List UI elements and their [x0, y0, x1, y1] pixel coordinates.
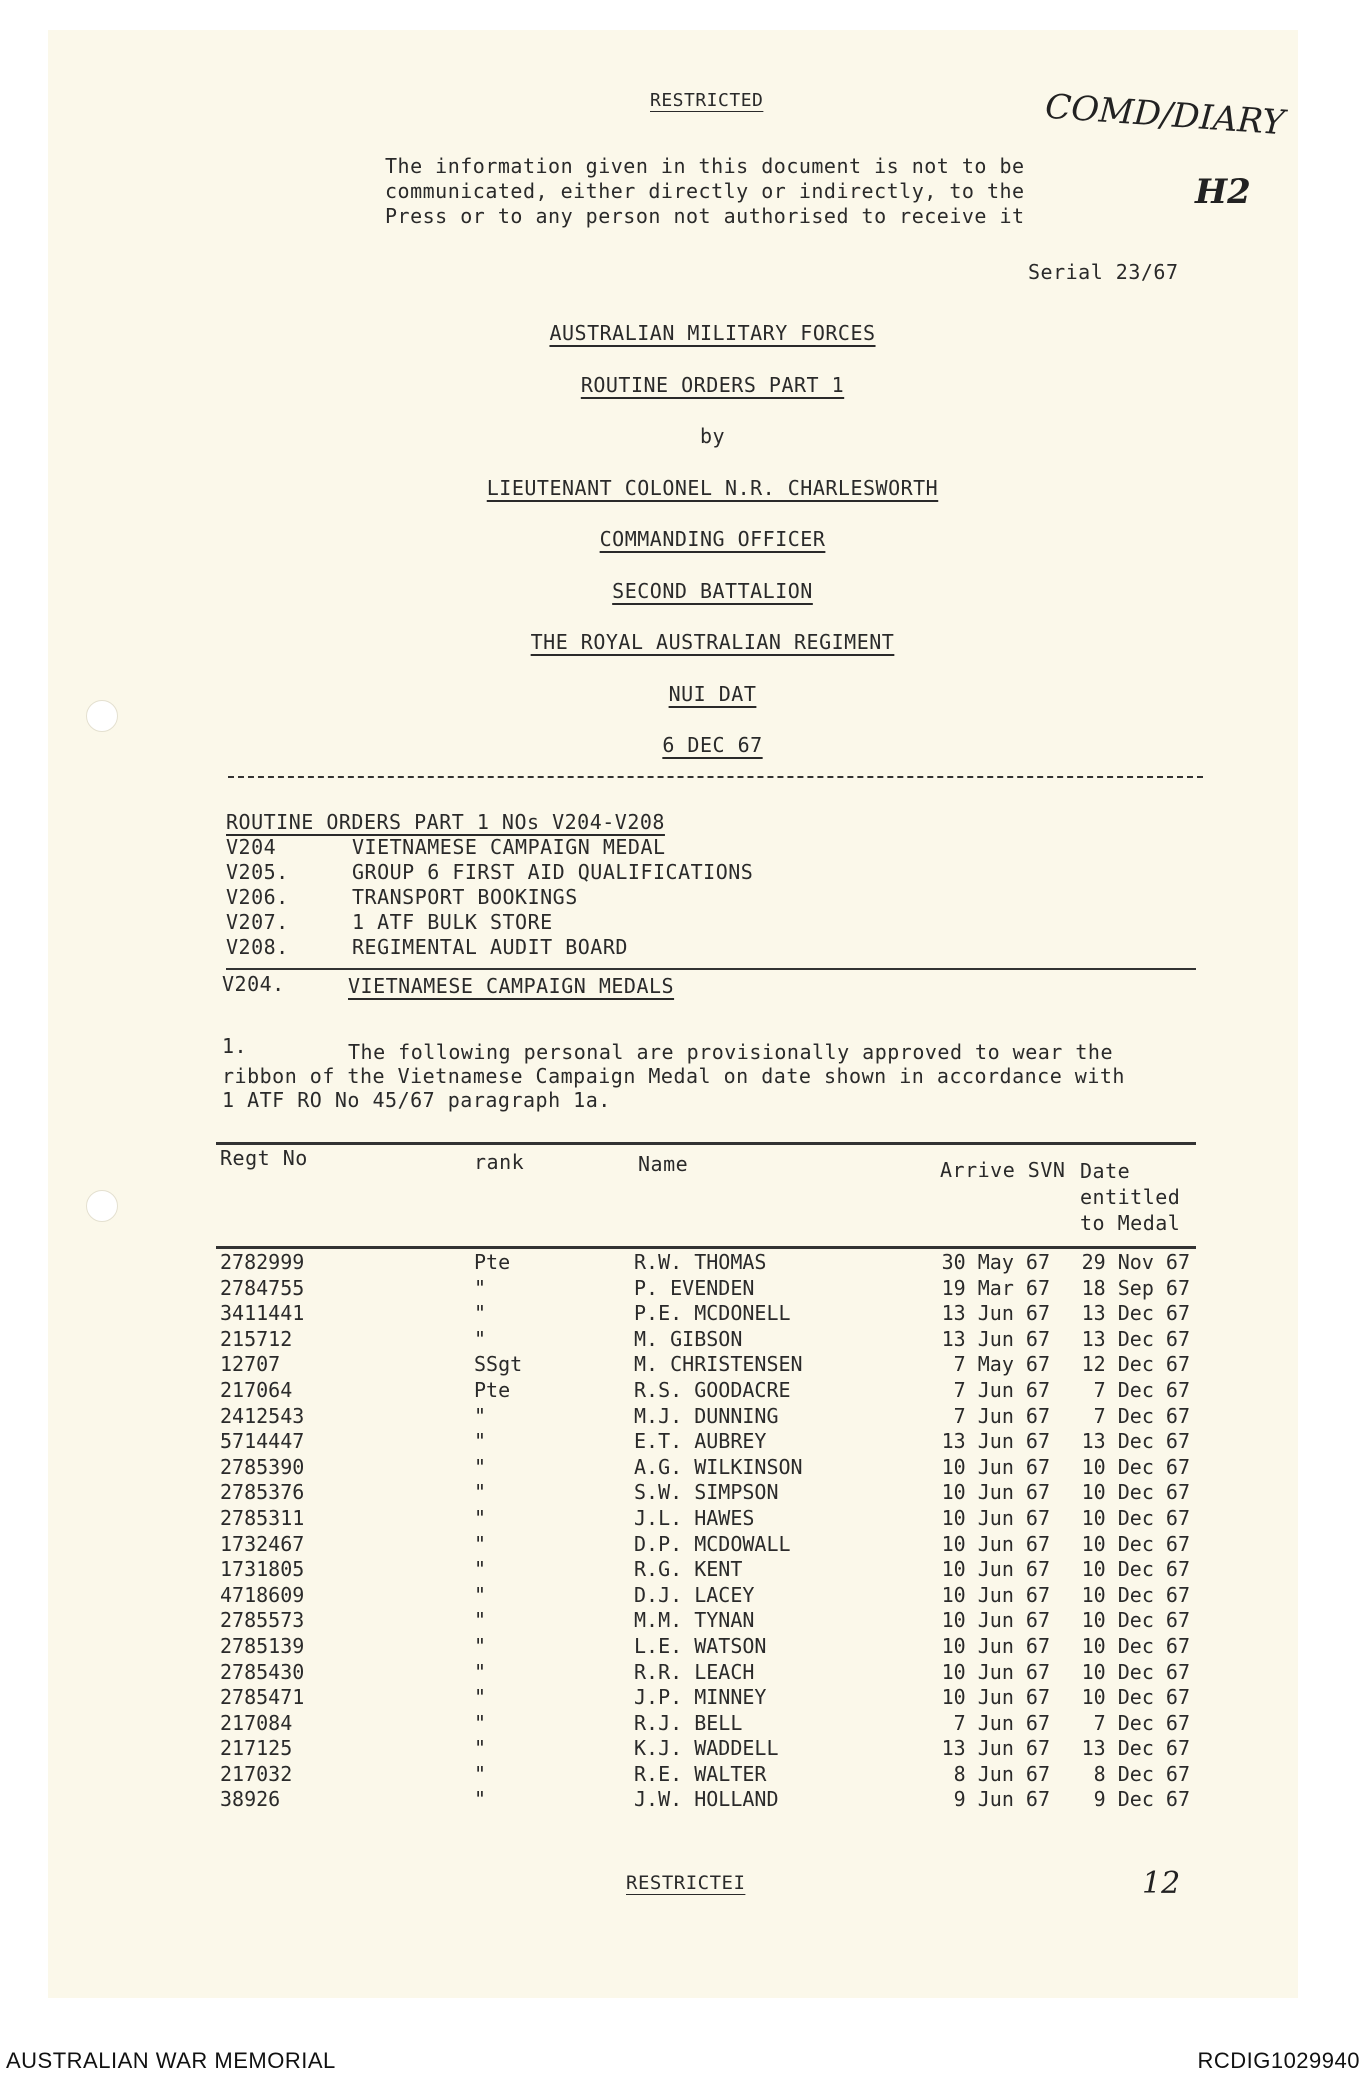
cell-date-entitled: 13 Dec 67 [1081, 1736, 1190, 1761]
cell-date-entitled: 10 Dec 67 [1081, 1685, 1190, 1710]
cell-rank: Pte [474, 1377, 511, 1402]
cell-arrive-svn: 9 Jun 67 [953, 1787, 1050, 1812]
table-row [220, 1455, 1190, 1481]
cell-arrive-svn: 13 Jun 67 [941, 1429, 1050, 1454]
cell-date-entitled: 18 Sep 67 [1081, 1275, 1190, 1300]
cell-arrive-svn: 7 Jun 67 [953, 1403, 1050, 1428]
cell-arrive-svn: 30 May 67 [941, 1250, 1050, 1274]
col-header-name: Name [638, 1152, 689, 1176]
table-row [220, 1660, 1190, 1686]
cell-date-entitled: 12 Dec 67 [1081, 1352, 1190, 1377]
orders-title: ROUTINE ORDERS PART 1 [580, 372, 845, 397]
cell-name: E.T. AUBREY [634, 1429, 767, 1454]
cell-regt-no: 3411441 [220, 1301, 305, 1326]
cell-arrive-svn: 10 Jun 67 [941, 1505, 1050, 1530]
index-title: ROUTINE ORDERS PART 1 NOs V204-V208 [226, 810, 665, 834]
cell-arrive-svn: 10 Jun 67 [941, 1454, 1050, 1479]
table-row [220, 1276, 1190, 1302]
cell-name: J.W. HOLLAND [634, 1787, 779, 1812]
officer-role: COMMANDING OFFICER [599, 527, 826, 551]
cell-name: R.E. WALTER [634, 1761, 767, 1786]
table-row [220, 1301, 1190, 1327]
cell-arrive-svn: 10 Jun 67 [941, 1582, 1050, 1607]
cell-arrive-svn: 7 May 67 [953, 1352, 1050, 1377]
serial-number: Serial 23/67 [1028, 260, 1179, 284]
table-row [220, 1787, 1190, 1813]
cell-name: R.W. THOMAS [634, 1250, 767, 1274]
cell-name: A.G. WILKINSON [634, 1454, 803, 1479]
table-row [220, 1532, 1190, 1558]
cell-regt-no: 2785573 [220, 1608, 305, 1633]
cell-rank: " [474, 1429, 487, 1454]
table-row [220, 1327, 1190, 1353]
cell-regt-no: 1732467 [220, 1531, 305, 1556]
cell-regt-no: 217032 [220, 1761, 293, 1786]
cell-name: M.J. DUNNING [634, 1403, 779, 1428]
cell-regt-no: 2782999 [220, 1250, 305, 1274]
cell-date-entitled: 13 Dec 67 [1081, 1326, 1190, 1351]
cell-rank: " [474, 1326, 487, 1351]
cell-name: R.R. LEACH [634, 1659, 755, 1684]
paragraph-line: ribbon of the Vietnamese Campaign Medal on date shown in accordance with [222, 1064, 1125, 1088]
cell-date-entitled: 7 Dec 67 [1093, 1710, 1190, 1735]
cell-rank: " [474, 1275, 487, 1300]
cell-regt-no: 1731805 [220, 1557, 305, 1582]
medal-table [220, 1250, 1190, 1813]
cell-rank: " [474, 1531, 487, 1556]
cell-date-entitled: 10 Dec 67 [1081, 1659, 1190, 1684]
paragraph-no: 1. [222, 1034, 248, 1058]
cell-date-entitled: 13 Dec 67 [1081, 1301, 1190, 1326]
cell-date-entitled: 10 Dec 67 [1081, 1633, 1190, 1658]
cell-arrive-svn: 7 Jun 67 [953, 1710, 1050, 1735]
cell-rank: " [474, 1557, 487, 1582]
index-list [226, 835, 753, 960]
table-row [220, 1352, 1190, 1378]
cell-rank: " [474, 1787, 487, 1812]
cell-arrive-svn: 13 Jun 67 [941, 1736, 1050, 1761]
cell-regt-no: 2412543 [220, 1403, 305, 1428]
cell-arrive-svn: 19 Mar 67 [941, 1275, 1050, 1300]
notice-line: communicated, either directly or indirectly, to the [385, 179, 1025, 203]
cell-name: J.P. MINNEY [634, 1685, 767, 1710]
cell-arrive-svn: 8 Jun 67 [953, 1761, 1050, 1786]
cell-date-entitled: 29 Nov 67 [1081, 1250, 1190, 1274]
cell-rank: " [474, 1403, 487, 1428]
cell-rank: " [474, 1454, 487, 1479]
punch-hole [86, 700, 118, 732]
cell-name: R.G. KENT [634, 1557, 743, 1582]
cell-arrive-svn: 10 Jun 67 [941, 1608, 1050, 1633]
index-item: V206. TRANSPORT BOOKINGS [226, 885, 578, 909]
cell-name: R.J. BELL [634, 1710, 743, 1735]
cell-name: K.J. WADDELL [634, 1736, 779, 1761]
cell-name: P. EVENDEN [634, 1275, 755, 1300]
col-header-regt: Regt No [220, 1146, 308, 1170]
cell-name: D.J. LACEY [634, 1582, 755, 1607]
cell-date-entitled: 9 Dec 67 [1093, 1787, 1190, 1812]
cell-rank: " [474, 1761, 487, 1786]
cell-date-entitled: 10 Dec 67 [1081, 1608, 1190, 1633]
cell-arrive-svn: 13 Jun 67 [941, 1301, 1050, 1326]
classification-top: RESTRICTED [650, 90, 764, 111]
cell-arrive-svn: 10 Jun 67 [941, 1557, 1050, 1582]
cell-regt-no: 2784755 [220, 1275, 305, 1300]
table-row [220, 1404, 1190, 1430]
cell-name: J.L. HAWES [634, 1505, 755, 1530]
section-title: VIETNAMESE CAMPAIGN MEDALS [348, 974, 675, 998]
punch-hole [86, 1190, 118, 1222]
paragraph-line: 1 ATF RO No 45/67 paragraph 1a. [222, 1088, 611, 1112]
table-row [220, 1762, 1190, 1788]
cell-rank: " [474, 1710, 487, 1735]
cell-regt-no: 2785376 [220, 1480, 305, 1505]
cell-date-entitled: 10 Dec 67 [1081, 1480, 1190, 1505]
cell-arrive-svn: 10 Jun 67 [941, 1531, 1050, 1556]
cell-rank: " [474, 1685, 487, 1710]
cell-name: M. GIBSON [634, 1326, 743, 1351]
cell-rank: " [474, 1633, 487, 1658]
table-top-rule [216, 1142, 1196, 1145]
cell-rank: " [474, 1505, 487, 1530]
cell-regt-no: 215712 [220, 1326, 293, 1351]
table-row [220, 1480, 1190, 1506]
table-row [220, 1711, 1190, 1737]
cell-name: M. CHRISTENSEN [634, 1352, 803, 1377]
footer-record-id: RCDIG1029940 [1197, 2048, 1360, 2073]
paragraph-line: The following personal are provisionally approved to wear the [348, 1040, 1114, 1064]
cell-arrive-svn: 10 Jun 67 [941, 1685, 1050, 1710]
location: NUI DAT [668, 681, 757, 706]
forces-title: AUSTRALIAN MILITARY FORCES [549, 321, 876, 345]
table-header-rule [216, 1246, 1196, 1249]
by-line: by [699, 424, 726, 448]
cell-regt-no: 217084 [220, 1710, 293, 1735]
cell-arrive-svn: 7 Jun 67 [953, 1377, 1050, 1402]
cell-rank: " [474, 1582, 487, 1607]
divider [228, 776, 1203, 778]
notice-line: Press or to any person not authorised to receive it [385, 204, 1025, 228]
index-item: V204 VIETNAMESE CAMPAIGN MEDAL [226, 835, 666, 859]
cell-name: L.E. WATSON [634, 1633, 767, 1658]
cell-regt-no: 38926 [220, 1787, 281, 1812]
cell-rank: " [474, 1608, 487, 1633]
notice-line: The information given in this document is not to be [385, 154, 1025, 178]
cell-regt-no: 2785430 [220, 1659, 305, 1684]
cell-date-entitled: 8 Dec 67 [1093, 1761, 1190, 1786]
handwritten-page-number: 12 [1142, 1866, 1181, 1901]
handwritten-diary-note: COMD/DIARY [1043, 86, 1286, 144]
cell-rank: " [474, 1736, 487, 1761]
classification-bottom: RESTRICTEI [626, 1872, 746, 1894]
cell-name: S.W. SIMPSON [634, 1480, 779, 1505]
cell-date-entitled: 10 Dec 67 [1081, 1531, 1190, 1556]
cell-regt-no: 217125 [220, 1736, 293, 1761]
cell-name: R.S. GOODACRE [634, 1377, 791, 1402]
order-date: 6 DEC 67 [662, 733, 763, 757]
footer-institution: AUSTRALIAN WAR MEMORIAL [6, 2048, 336, 2073]
col-header-rank: rank [474, 1150, 525, 1174]
divider [226, 968, 1196, 970]
col-header-date: Date entitled to Medal [1080, 1159, 1181, 1235]
officer-name: LIEUTENANT COLONEL N.R. CHARLESWORTH [486, 475, 939, 500]
index-item: V207. 1 ATF BULK STORE [226, 910, 553, 934]
cell-regt-no: 217064 [220, 1377, 293, 1402]
cell-arrive-svn: 10 Jun 67 [941, 1633, 1050, 1658]
cell-name: M.M. TYNAN [634, 1608, 755, 1633]
cell-arrive-svn: 13 Jun 67 [941, 1326, 1050, 1351]
cell-rank: Pte [474, 1250, 511, 1274]
cell-rank: " [474, 1659, 487, 1684]
security-notice [385, 154, 1025, 229]
table-row [220, 1608, 1190, 1634]
cell-date-entitled: 13 Dec 67 [1081, 1429, 1190, 1454]
unit-name: SECOND BATTALION [612, 578, 813, 603]
order-header [350, 308, 1075, 772]
cell-date-entitled: 10 Dec 67 [1081, 1557, 1190, 1582]
handwritten-ref: H2 [1195, 172, 1251, 212]
cell-name: P.E. MCDONELL [634, 1301, 791, 1326]
section-no: V204. [222, 972, 285, 996]
table-row [220, 1634, 1190, 1660]
cell-arrive-svn: 10 Jun 67 [941, 1659, 1050, 1684]
cell-rank: " [474, 1301, 487, 1326]
table-row [220, 1583, 1190, 1609]
index-item: V205. GROUP 6 FIRST AID QUALIFICATIONS [226, 860, 754, 884]
cell-regt-no: 5714447 [220, 1429, 305, 1454]
index-item: V208. REGIMENTAL AUDIT BOARD [226, 935, 628, 959]
cell-date-entitled: 10 Dec 67 [1081, 1582, 1190, 1607]
table-row [220, 1736, 1190, 1762]
table-row [220, 1250, 1190, 1276]
cell-regt-no: 2785390 [220, 1454, 305, 1479]
table-row [220, 1429, 1190, 1455]
cell-regt-no: 2785139 [220, 1633, 305, 1658]
cell-date-entitled: 10 Dec 67 [1081, 1454, 1190, 1479]
cell-regt-no: 12707 [220, 1352, 281, 1377]
cell-date-entitled: 7 Dec 67 [1093, 1377, 1190, 1402]
table-row [220, 1557, 1190, 1583]
cell-rank: " [474, 1480, 487, 1505]
cell-date-entitled: 10 Dec 67 [1081, 1505, 1190, 1530]
cell-regt-no: 4718609 [220, 1582, 305, 1607]
col-header-arrive: Arrive SVN [940, 1158, 1066, 1182]
table-row [220, 1685, 1190, 1711]
regiment-name: THE ROYAL AUSTRALIAN REGIMENT [530, 630, 895, 654]
cell-date-entitled: 7 Dec 67 [1093, 1403, 1190, 1428]
cell-arrive-svn: 10 Jun 67 [941, 1480, 1050, 1505]
cell-regt-no: 2785311 [220, 1505, 305, 1530]
table-row [220, 1506, 1190, 1532]
cell-regt-no: 2785471 [220, 1685, 305, 1710]
table-row [220, 1378, 1190, 1404]
cell-name: D.P. MCDOWALL [634, 1531, 791, 1556]
cell-rank: SSgt [474, 1352, 523, 1377]
